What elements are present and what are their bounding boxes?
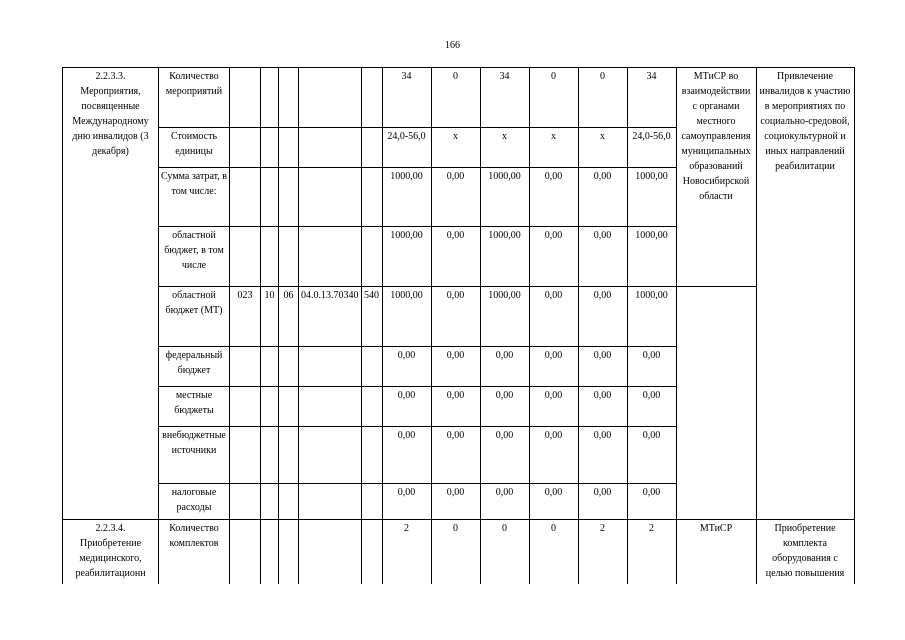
value-cell: 0 [529,68,578,128]
value-cell: 1000,00 [382,227,431,287]
value-cell: 1000,00 [480,227,529,287]
value-cell: x [480,128,529,168]
value-cell: 0 [529,520,578,584]
table-row [63,520,855,584]
measure-name: 2.2.3.3. Мероприятия, посвященные Международному дню инвалидов (3 декабря) [63,68,159,520]
code-rz [261,68,279,128]
value-cell: x [578,128,627,168]
code-pr [279,484,299,520]
value-cell: 0,00 [578,287,627,347]
value-cell: 0,00 [382,427,431,484]
value-cell: 0,00 [431,168,480,227]
indicator-name: местные бюджеты [159,387,230,427]
value-cell: 0,00 [480,427,529,484]
indicator-name: областной бюджет (МТ) [159,287,230,347]
value-cell: 34 [627,68,676,128]
code-vr [361,68,382,128]
code-csr [299,68,362,128]
value-cell: 1000,00 [480,287,529,347]
code-rz [261,484,279,520]
code-grbs [230,128,261,168]
code-grbs [230,227,261,287]
code-pr [279,128,299,168]
value-cell: 0 [431,520,480,584]
value-cell: 0,00 [480,347,529,387]
page-number: 166 [445,40,460,51]
code-vr: 540 [361,287,382,347]
value-cell: 1000,00 [627,227,676,287]
value-cell: 0,00 [480,484,529,520]
indicator-name: внебюджетные источники [159,427,230,484]
value-cell: 1000,00 [382,168,431,227]
value-cell: 0,00 [529,287,578,347]
value-cell: 0 [480,520,529,584]
table-row [63,68,855,128]
value-cell: 24,0-56,0 [627,128,676,168]
code-vr [361,484,382,520]
value-cell: 0,00 [578,227,627,287]
code-pr: 06 [279,287,299,347]
table-row [63,287,855,347]
code-grbs [230,347,261,387]
value-cell: x [431,128,480,168]
code-rz [261,227,279,287]
value-cell: 0,00 [431,287,480,347]
code-vr [361,520,382,584]
code-vr [361,347,382,387]
indicator-name: федеральный бюджет [159,347,230,387]
code-rz [261,427,279,484]
value-cell: 0 [578,68,627,128]
value-cell: 2 [382,520,431,584]
value-cell: 0,00 [529,387,578,427]
value-cell: 0,00 [431,427,480,484]
code-pr [279,347,299,387]
value-cell: 0,00 [431,387,480,427]
code-csr [299,227,362,287]
code-rz [261,387,279,427]
code-grbs: 023 [230,287,261,347]
code-csr [299,347,362,387]
value-cell: 0,00 [431,347,480,387]
code-rz [261,168,279,227]
code-csr [299,484,362,520]
value-cell: 0,00 [431,227,480,287]
code-rz [261,128,279,168]
value-cell: 0 [431,68,480,128]
budget-table [62,67,855,584]
code-pr [279,387,299,427]
code-grbs [230,484,261,520]
code-grbs [230,387,261,427]
code-pr [279,227,299,287]
code-pr [279,168,299,227]
value-cell: 1000,00 [480,168,529,227]
result-name: Приобретение комплекта оборудования с целью повышения [756,520,854,584]
value-cell: 1000,00 [382,287,431,347]
indicator-name: налоговые расходы [159,484,230,520]
value-cell: 34 [480,68,529,128]
value-cell: 0,00 [578,427,627,484]
code-vr [361,387,382,427]
value-cell: 0,00 [627,387,676,427]
code-vr [361,168,382,227]
code-csr [299,168,362,227]
code-grbs [230,168,261,227]
code-grbs [230,427,261,484]
value-cell: 0,00 [578,168,627,227]
value-cell: 1000,00 [627,168,676,227]
result-name: Привлечение инвалидов к участию в мероприятиях по социально-средовой, социокультурной и иных направлений реабилитации [756,68,854,520]
code-pr [279,520,299,584]
code-rz [261,520,279,584]
code-grbs [230,520,261,584]
code-rz: 10 [261,287,279,347]
code-csr [299,387,362,427]
executor-name: МТиСР [676,520,756,584]
value-cell: 0,00 [480,387,529,427]
value-cell: 0,00 [529,347,578,387]
code-vr [361,227,382,287]
value-cell: 0,00 [627,347,676,387]
value-cell: x [529,128,578,168]
code-csr: 04.0.13.70340 [299,287,362,347]
indicator-name: Количество мероприятий [159,68,230,128]
value-cell: 2 [578,520,627,584]
code-pr [279,427,299,484]
value-cell: 0,00 [382,387,431,427]
code-csr [299,128,362,168]
value-cell: 0,00 [529,227,578,287]
indicator-name: Сумма затрат, в том числе: [159,168,230,227]
indicator-name: областной бюджет, в том числе [159,227,230,287]
code-vr [361,427,382,484]
value-cell: 0,00 [529,427,578,484]
value-cell: 0,00 [627,427,676,484]
value-cell: 24,0-56,0 [382,128,431,168]
indicator-name: Стоимость единицы [159,128,230,168]
value-cell: 0,00 [578,347,627,387]
value-cell: 0,00 [578,484,627,520]
code-csr [299,520,362,584]
value-cell: 0,00 [529,168,578,227]
measure-name: 2.2.3.4. Приобретение медицинского, реабилитационн [63,520,159,584]
executor-empty [676,287,756,520]
code-csr [299,427,362,484]
value-cell: 2 [627,520,676,584]
code-rz [261,347,279,387]
executor-name: МТиСР во взаимодействии с органами местного самоуправления муниципальных образований Новосибирской области [676,68,756,287]
value-cell: 0,00 [578,387,627,427]
code-grbs [230,68,261,128]
value-cell: 34 [382,68,431,128]
value-cell: 0,00 [382,347,431,387]
indicator-name: Количество комплектов [159,520,230,584]
code-pr [279,68,299,128]
code-vr [361,128,382,168]
value-cell: 0,00 [382,484,431,520]
value-cell: 0,00 [627,484,676,520]
value-cell: 0,00 [431,484,480,520]
value-cell: 0,00 [529,484,578,520]
value-cell: 1000,00 [627,287,676,347]
